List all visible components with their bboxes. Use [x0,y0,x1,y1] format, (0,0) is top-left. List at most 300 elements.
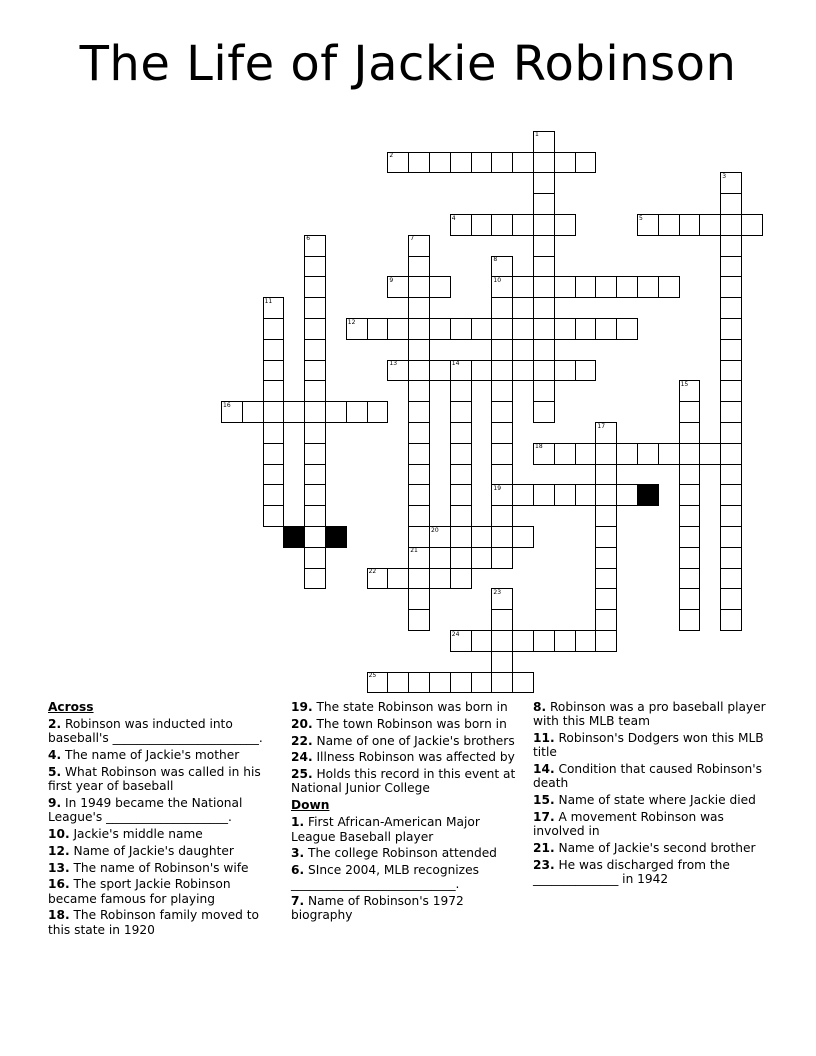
clue-number: 16 [223,401,231,409]
grid-cell[interactable] [491,214,513,236]
clue-number: 3 [722,172,727,180]
grid-cell[interactable] [304,256,326,278]
grid-cell[interactable] [408,360,430,382]
clue-number: 2 [389,152,394,160]
grid-cell[interactable] [679,464,701,486]
clue-item-text: Holds this record in this event at National Junior College [291,767,516,796]
clue-item [48,748,283,762]
grid-cell[interactable] [263,464,285,486]
grid-cell[interactable] [720,547,742,569]
grid-cell[interactable] [471,672,493,694]
grid-cell[interactable] [408,588,430,610]
grid-cell[interactable] [304,526,326,548]
clue-column-3 [533,700,768,889]
grid-cell[interactable] [699,214,721,236]
grid-cell[interactable] [429,672,451,694]
grid-cell[interactable] [533,193,555,215]
clue-item-text: The state Robinson was born in [312,700,508,714]
grid-cell[interactable] [679,588,701,610]
clue-number: 24 [451,630,460,638]
clue-number: 22 [368,568,377,576]
grid-cell[interactable] [575,443,597,465]
clue-item-number: 17. [533,809,555,824]
grid-cell[interactable] [450,672,472,694]
grid-cell[interactable] [408,672,430,694]
clue-item-number: 18. [48,908,70,923]
clue-number: 15 [680,380,689,388]
grid-cell[interactable] [491,339,513,361]
grid-cell[interactable] [658,443,680,465]
grid-cell[interactable] [304,422,326,444]
grid-cell[interactable] [533,360,555,382]
grid-cell[interactable] [408,339,430,361]
clue-item-number: 1. [291,815,305,830]
grid-cell[interactable] [304,464,326,486]
grid-cell[interactable] [512,672,534,694]
grid-cell[interactable] [720,422,742,444]
grid-cell[interactable] [304,297,326,319]
clue-item [291,846,526,860]
grid-cell[interactable] [408,484,430,506]
grid-cell[interactable] [491,505,513,527]
clue-item-text: Jackie's middle name [69,827,203,841]
grid-cell[interactable] [554,318,576,340]
grid-cell[interactable] [491,152,513,174]
grid-cell[interactable] [533,214,555,236]
clue-item-text: The name of Robinson's wife [69,860,249,875]
clue-item-number: 23. [533,857,555,872]
grid-cell[interactable] [408,401,430,423]
clue-item-number: 10. [48,827,70,841]
across-clue-list-continued [291,700,526,796]
grid-cell[interactable] [658,214,680,236]
grid-cell[interactable] [595,505,617,527]
grid-cell[interactable] [554,360,576,382]
grid-cell[interactable] [720,609,742,631]
grid-cell[interactable] [512,152,534,174]
grid-cell[interactable] [387,318,409,340]
grid-cell[interactable] [304,568,326,590]
grid-cell[interactable] [491,609,513,631]
grid-cell[interactable] [304,547,326,569]
grid-cell[interactable] [491,651,513,673]
grid-block [283,526,305,548]
grid-cell[interactable] [595,630,617,652]
grid-cell[interactable] [450,505,472,527]
clue-number: 19 [493,484,502,492]
grid-cell[interactable] [471,214,493,236]
grid-cell[interactable] [304,443,326,465]
grid-cell[interactable] [263,318,285,340]
clue-item-number: 11. [533,731,555,745]
grid-cell[interactable] [491,401,513,423]
clue-item-number: 20. [291,716,313,731]
clue-number: 10 [493,276,502,284]
clue-item-number: 7. [291,894,305,909]
grid-cell[interactable] [263,484,285,506]
clue-item-text: Name of Robinson's 1972 biography [291,894,464,923]
grid-cell[interactable] [720,588,742,610]
grid-cell[interactable] [533,256,555,278]
clue-item-text: A movement Robinson was involved in [533,809,724,838]
grid-cell[interactable] [595,588,617,610]
clue-item [48,827,283,841]
grid-cell[interactable] [595,609,617,631]
clue-item [48,877,283,905]
puzzle-title: The Life of Jackie Robinson [79,36,737,92]
grid-cell[interactable] [720,193,742,215]
grid-cell[interactable] [408,422,430,444]
grid-cell[interactable] [429,318,451,340]
clue-item-text: Illness Robinson was affected by [312,750,515,765]
grid-cell[interactable] [595,443,617,465]
grid-cell[interactable] [325,401,347,423]
grid-cell[interactable] [575,360,597,382]
grid-cell[interactable] [304,380,326,402]
grid-cell[interactable] [263,360,285,382]
grid-cell[interactable] [304,360,326,382]
clue-item-text: Name of Jackie's second brother [554,840,756,855]
grid-cell[interactable] [263,380,285,402]
clue-item-text: What Robinson was called in his first year of baseball [48,765,261,794]
grid-cell[interactable] [408,256,430,278]
clue-number: 20 [431,526,439,534]
grid-cell[interactable] [491,318,513,340]
grid-cell[interactable] [554,443,576,465]
grid-cell[interactable] [720,380,742,402]
grid-cell[interactable] [491,526,513,548]
clue-item-number: 3. [291,846,305,861]
grid-cell[interactable] [616,443,638,465]
grid-cell[interactable] [450,443,472,465]
across-clue-list [48,717,283,937]
grid-cell[interactable] [450,568,472,590]
grid-cell[interactable] [512,318,534,340]
clue-number: 4 [451,214,456,222]
grid-cell[interactable] [283,401,305,423]
grid-cell[interactable] [450,422,472,444]
clue-item [533,858,768,886]
grid-cell[interactable] [304,318,326,340]
grid-cell[interactable] [554,152,576,174]
clue-item [291,734,526,748]
grid-cell[interactable] [304,505,326,527]
clue-item-number: 14. [533,762,555,776]
clue-item [48,908,283,936]
grid-cell[interactable] [471,547,493,569]
clue-item [48,861,283,875]
clue-number: 9 [389,276,394,284]
grid-cell[interactable] [575,630,597,652]
grid-cell[interactable] [346,401,368,423]
grid-cell[interactable] [720,568,742,590]
grid-cell[interactable] [720,464,742,486]
clue-item [48,717,283,745]
grid-cell[interactable] [720,276,742,298]
grid-cell[interactable] [408,297,430,319]
clue-number: 8 [493,256,498,264]
grid-cell[interactable] [616,276,638,298]
clue-item [533,810,768,838]
grid-cell[interactable] [679,214,701,236]
grid-cell[interactable] [533,276,555,298]
grid-cell[interactable] [429,547,451,569]
clue-item-text: The Robinson family moved to this state in 1920 [48,908,260,937]
grid-cell[interactable] [720,505,742,527]
grid-cell[interactable] [242,401,264,423]
grid-cell[interactable] [720,484,742,506]
clue-item [533,793,768,807]
grid-cell[interactable] [304,401,326,423]
grid-cell[interactable] [679,568,701,590]
clue-item-text: The sport Jackie Robinson became famous for playing [48,877,231,906]
grid-cell[interactable] [408,276,430,298]
grid-cell[interactable] [595,318,617,340]
grid-cell[interactable] [471,630,493,652]
grid-cell[interactable] [533,235,555,257]
grid-cell[interactable] [720,443,742,465]
clue-number: 23 [493,588,502,596]
grid-cell[interactable] [408,318,430,340]
grid-cell[interactable] [491,380,513,402]
grid-block [325,526,347,548]
grid-cell[interactable] [408,443,430,465]
grid-cell[interactable] [512,360,534,382]
grid-cell[interactable] [263,505,285,527]
grid-cell[interactable] [720,235,742,257]
grid-cell[interactable] [512,484,534,506]
clue-item-text: SInce 2004, MLB recognizes ___________________________. [291,863,479,892]
grid-cell[interactable] [491,422,513,444]
clue-item-number: 24. [291,750,313,765]
clue-item-number: 21. [533,840,555,855]
clue-item-text: He was discharged from the ______________ in 1942 [533,857,730,886]
clue-number: 1 [535,131,539,139]
grid-cell[interactable] [637,276,659,298]
grid-cell[interactable] [575,276,597,298]
grid-cell[interactable] [491,672,513,694]
grid-cell[interactable] [450,380,472,402]
grid-cell[interactable] [554,484,576,506]
grid-cell[interactable] [679,609,701,631]
grid-cell[interactable] [595,526,617,548]
grid-cell[interactable] [450,547,472,569]
down-clue-list [291,815,526,922]
clue-item [533,841,768,855]
clue-item-text: The town Robinson was born in [312,716,507,731]
clue-item-number: 6. [291,863,305,878]
clue-item-text: Name of one of Jackie's brothers [312,733,515,748]
grid-cell[interactable] [450,401,472,423]
grid-cell[interactable] [533,318,555,340]
down-clue-list-continued [533,700,768,886]
grid-cell[interactable] [304,339,326,361]
clue-item [291,767,526,795]
grid-cell[interactable] [533,484,555,506]
grid-cell[interactable] [491,547,513,569]
grid-cell[interactable] [720,214,742,236]
clue-column-1 [48,700,283,939]
grid-cell[interactable] [720,256,742,278]
clue-item-text: Robinson was inducted into baseball's ________________________. [48,717,263,746]
clue-number: 11 [264,297,273,305]
grid-cell[interactable] [741,214,763,236]
clue-item [291,863,526,891]
grid-cell[interactable] [533,339,555,361]
grid-cell[interactable] [533,297,555,319]
grid-cell[interactable] [720,318,742,340]
grid-cell[interactable] [575,318,597,340]
clue-item-number: 4. [48,748,62,763]
grid-cell[interactable] [429,360,451,382]
grid-cell[interactable] [720,401,742,423]
grid-cell[interactable] [595,568,617,590]
grid-cell[interactable] [533,172,555,194]
grid-cell[interactable] [263,401,285,423]
grid-cell[interactable] [304,276,326,298]
grid-cell[interactable] [304,484,326,506]
grid-cell[interactable] [471,526,493,548]
clue-number: 12 [347,318,356,326]
grid-cell[interactable] [408,464,430,486]
grid-cell[interactable] [450,464,472,486]
grid-cell[interactable] [408,609,430,631]
clue-item-text: Name of Jackie's daughter [69,843,234,858]
clue-item-text: The college Robinson attended [304,846,497,861]
grid-cell[interactable] [512,214,534,236]
clue-number: 13 [389,360,398,368]
grid-cell[interactable] [575,484,597,506]
grid-cell[interactable] [595,484,617,506]
grid-cell[interactable] [533,401,555,423]
grid-cell[interactable] [637,443,659,465]
grid-cell[interactable] [471,318,493,340]
grid-cell[interactable] [491,464,513,486]
grid-cell[interactable] [429,276,451,298]
clue-number: 5 [639,214,643,222]
grid-cell[interactable] [367,318,389,340]
grid-cell[interactable] [679,484,701,506]
grid-cell[interactable] [450,152,472,174]
grid-cell[interactable] [533,380,555,402]
clue-number: 17 [597,422,606,430]
grid-cell[interactable] [533,152,555,174]
grid-cell[interactable] [512,526,534,548]
grid-cell[interactable] [387,568,409,590]
clue-item [48,844,283,858]
grid-cell[interactable] [408,568,430,590]
clue-number: 6 [306,235,311,243]
grid-cell[interactable] [679,547,701,569]
clue-item-text: Condition that caused Robinson's death [533,762,762,791]
grid-cell[interactable] [575,152,597,174]
clue-item-number: 25. [291,767,313,782]
grid-cell[interactable] [616,318,638,340]
grid-cell[interactable] [679,526,701,548]
clue-number: 14 [451,360,460,368]
grid-cell[interactable] [658,276,680,298]
clue-item [533,700,768,728]
grid-cell[interactable] [263,422,285,444]
grid-cell[interactable] [429,568,451,590]
grid-cell[interactable] [720,339,742,361]
clue-number: 18 [535,443,543,451]
grid-cell[interactable] [679,401,701,423]
clue-item-text: The name of Jackie's mother [61,748,240,763]
clue-item-text: In 1949 became the National League's ____________________. [48,796,243,825]
clue-item [291,815,526,843]
grid-cell[interactable] [512,276,534,298]
grid-cell[interactable] [595,547,617,569]
grid-cell[interactable] [595,276,617,298]
grid-cell[interactable] [471,152,493,174]
clue-number: 21 [410,547,418,555]
grid-cell[interactable] [512,630,534,652]
grid-cell[interactable] [616,484,638,506]
grid-cell[interactable] [595,464,617,486]
clue-item-number: 16. [48,877,70,892]
grid-cell[interactable] [491,443,513,465]
grid-cell[interactable] [720,526,742,548]
clue-item [48,765,283,793]
grid-cell[interactable] [471,360,493,382]
grid-cell[interactable] [491,360,513,382]
grid-cell[interactable] [408,152,430,174]
clue-item [533,762,768,790]
grid-cell[interactable] [699,443,721,465]
grid-cell[interactable] [450,318,472,340]
clue-item [48,796,283,824]
grid-cell[interactable] [408,526,430,548]
clue-item-number: 9. [48,796,62,810]
grid-cell[interactable] [367,401,389,423]
grid-block [637,484,659,506]
grid-cell[interactable] [720,297,742,319]
clue-item-text: First African-American Major League Baseball player [291,815,480,844]
grid-cell[interactable] [408,505,430,527]
grid-cell[interactable] [263,443,285,465]
clue-item-number: 2. [48,717,62,732]
clue-number: 7 [410,235,415,243]
grid-cell[interactable] [554,630,576,652]
grid-cell[interactable] [429,152,451,174]
down-heading: Down [291,798,330,813]
grid-cell[interactable] [408,380,430,402]
grid-cell[interactable] [679,443,701,465]
grid-cell[interactable] [450,484,472,506]
grid-cell[interactable] [679,505,701,527]
clue-item [291,700,526,714]
across-heading: Across [48,700,94,714]
clue-item-number: 13. [48,860,70,875]
clue-item [533,731,768,759]
grid-cell[interactable] [533,630,555,652]
grid-cell[interactable] [720,360,742,382]
clue-item-number: 12. [48,843,70,858]
clue-item-text: Robinson's Dodgers won this MLB title [533,731,764,760]
grid-cell[interactable] [491,630,513,652]
grid-cell[interactable] [263,339,285,361]
grid-cell[interactable] [450,526,472,548]
clue-item-text: Name of state where Jackie died [554,793,756,807]
grid-cell[interactable] [679,422,701,444]
grid-cell[interactable] [554,276,576,298]
grid-cell[interactable] [491,297,513,319]
grid-cell[interactable] [387,672,409,694]
grid-cell[interactable] [554,214,576,236]
clue-item-number: 8. [533,700,547,714]
clue-column-2 [291,700,526,925]
